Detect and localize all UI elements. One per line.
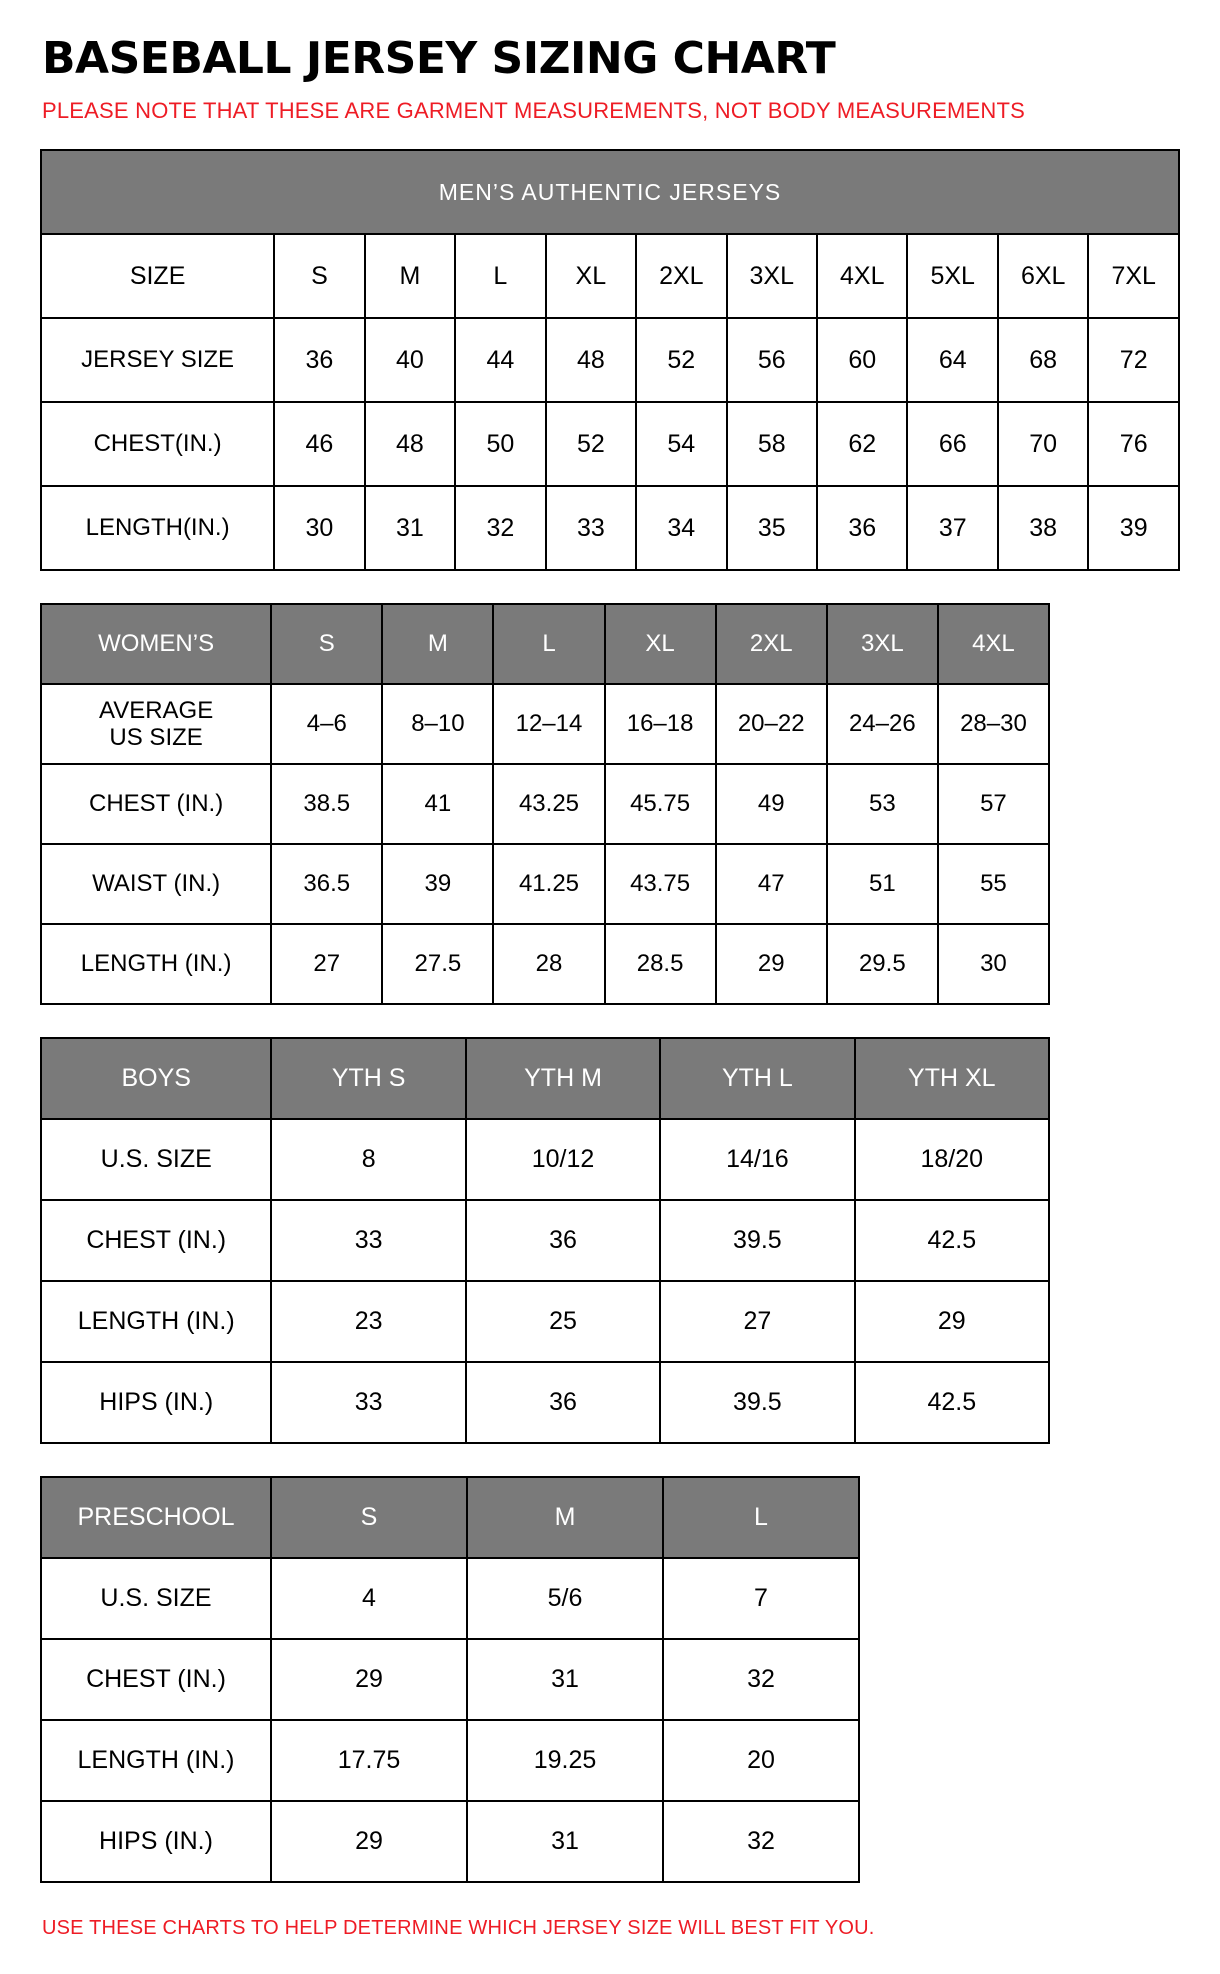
table-row bbox=[41, 684, 1049, 764]
preschool-size-l: L bbox=[663, 1477, 859, 1558]
table-cell: 43.75 bbox=[605, 844, 716, 924]
table-cell: 31 bbox=[365, 486, 455, 570]
row-label-chest: CHEST (IN.) bbox=[41, 1200, 271, 1281]
preschool-size-table bbox=[40, 1476, 860, 1883]
preschool-size-s: S bbox=[271, 1477, 467, 1558]
table-cell: 24–26 bbox=[827, 684, 938, 764]
table-cell: 47 bbox=[716, 844, 827, 924]
table-cell: 70 bbox=[998, 402, 1088, 486]
table-cell: 20 bbox=[663, 1720, 859, 1801]
measurement-note: PLEASE NOTE THAT THESE ARE GARMENT MEASUREMENTS, NOT BODY MEASUREMENTS bbox=[42, 98, 1026, 124]
table-cell: 7 bbox=[663, 1558, 859, 1639]
table-cell: 39.5 bbox=[660, 1362, 854, 1443]
womens-size-3xl: 3XL bbox=[827, 604, 938, 684]
table-row bbox=[41, 318, 1179, 402]
womens-size-m: M bbox=[382, 604, 493, 684]
mens-size-3xl: 3XL bbox=[727, 234, 817, 318]
row-label-line2: US SIZE bbox=[109, 724, 203, 752]
table-cell: 16–18 bbox=[605, 684, 716, 764]
table-cell: 36 bbox=[274, 318, 364, 402]
table-cell: 28–30 bbox=[938, 684, 1049, 764]
table-cell: 30 bbox=[938, 924, 1049, 1004]
table-cell: 34 bbox=[636, 486, 726, 570]
table-cell: 8–10 bbox=[382, 684, 493, 764]
table-cell: 42.5 bbox=[855, 1200, 1049, 1281]
table-cell: 52 bbox=[546, 402, 636, 486]
table-cell: 48 bbox=[365, 402, 455, 486]
table-cell: 17.75 bbox=[271, 1720, 467, 1801]
boys-label: BOYS bbox=[41, 1038, 271, 1119]
row-label-hips: HIPS (IN.) bbox=[41, 1362, 271, 1443]
row-label-length: LENGTH (IN.) bbox=[41, 924, 271, 1004]
table-cell: 58 bbox=[727, 402, 817, 486]
table-cell: 66 bbox=[907, 402, 997, 486]
table-cell: 30 bbox=[274, 486, 364, 570]
row-label-us-size: U.S. SIZE bbox=[41, 1119, 271, 1200]
womens-label: WOMEN’S bbox=[41, 604, 271, 684]
table-cell: 29 bbox=[855, 1281, 1049, 1362]
table-cell: 36 bbox=[466, 1200, 660, 1281]
mens-size-label: SIZE bbox=[41, 234, 274, 318]
preschool-label: PRESCHOOL bbox=[41, 1477, 271, 1558]
table-cell: 38 bbox=[998, 486, 1088, 570]
mens-size-6xl: 6XL bbox=[998, 234, 1088, 318]
mens-size-7xl: 7XL bbox=[1088, 234, 1179, 318]
row-label-jersey-size: JERSEY SIZE bbox=[41, 318, 274, 402]
table-row bbox=[41, 1801, 859, 1882]
table-cell: 31 bbox=[467, 1639, 663, 1720]
row-label-average-us-size bbox=[41, 684, 271, 764]
table-cell: 23 bbox=[271, 1281, 465, 1362]
table-cell: 53 bbox=[827, 764, 938, 844]
table-row bbox=[41, 1200, 1049, 1281]
table-cell: 32 bbox=[663, 1801, 859, 1882]
table-cell: 52 bbox=[636, 318, 726, 402]
table-cell: 32 bbox=[663, 1639, 859, 1720]
table-cell: 10/12 bbox=[466, 1119, 660, 1200]
table-cell: 48 bbox=[546, 318, 636, 402]
row-label-length: LENGTH(IN.) bbox=[41, 486, 274, 570]
boys-size-yth-s: YTH S bbox=[271, 1038, 465, 1119]
table-cell: 51 bbox=[827, 844, 938, 924]
table-cell: 41.25 bbox=[493, 844, 604, 924]
table-cell: 35 bbox=[727, 486, 817, 570]
table-cell: 29 bbox=[271, 1639, 467, 1720]
womens-size-2xl: 2XL bbox=[716, 604, 827, 684]
table-cell: 33 bbox=[271, 1200, 465, 1281]
table-row bbox=[41, 1119, 1049, 1200]
boys-size-yth-l: YTH L bbox=[660, 1038, 854, 1119]
table-cell: 36.5 bbox=[271, 844, 382, 924]
table-row bbox=[41, 1639, 859, 1720]
table-cell: 55 bbox=[938, 844, 1049, 924]
mens-banner: MEN’S AUTHENTIC JERSEYS bbox=[41, 150, 1179, 234]
table-row bbox=[41, 924, 1049, 1004]
boys-size-table bbox=[40, 1037, 1050, 1444]
page-title: BASEBALL JERSEY SIZING CHART bbox=[42, 33, 836, 84]
table-row bbox=[41, 1362, 1049, 1443]
table-row-header bbox=[41, 1477, 859, 1558]
row-label-hips: HIPS (IN.) bbox=[41, 1801, 271, 1882]
row-label-chest: CHEST (IN.) bbox=[41, 764, 271, 844]
table-cell: 57 bbox=[938, 764, 1049, 844]
row-label-chest: CHEST (IN.) bbox=[41, 1639, 271, 1720]
table-cell: 49 bbox=[716, 764, 827, 844]
table-cell: 76 bbox=[1088, 402, 1179, 486]
table-cell: 43.25 bbox=[493, 764, 604, 844]
table-cell: 5/6 bbox=[467, 1558, 663, 1639]
table-cell: 39 bbox=[1088, 486, 1179, 570]
table-cell: 27 bbox=[271, 924, 382, 1004]
table-cell: 45.75 bbox=[605, 764, 716, 844]
row-label-waist: WAIST (IN.) bbox=[41, 844, 271, 924]
table-cell: 25 bbox=[466, 1281, 660, 1362]
boys-size-yth-xl: YTH XL bbox=[855, 1038, 1049, 1119]
mens-size-5xl: 5XL bbox=[907, 234, 997, 318]
table-cell: 44 bbox=[455, 318, 545, 402]
table-cell: 62 bbox=[817, 402, 907, 486]
table-row bbox=[41, 1281, 1049, 1362]
table-cell: 4 bbox=[271, 1558, 467, 1639]
table-row-header bbox=[41, 234, 1179, 318]
row-label-length: LENGTH (IN.) bbox=[41, 1720, 271, 1801]
row-label-line1: AVERAGE bbox=[98, 696, 214, 724]
table-cell: 72 bbox=[1088, 318, 1179, 402]
table-cell: 41 bbox=[382, 764, 493, 844]
table-cell: 29 bbox=[716, 924, 827, 1004]
table-cell: 37 bbox=[907, 486, 997, 570]
table-cell: 33 bbox=[271, 1362, 465, 1443]
table-row bbox=[41, 486, 1179, 570]
womens-size-table bbox=[40, 603, 1050, 1005]
table-cell: 36 bbox=[466, 1362, 660, 1443]
table-cell: 29 bbox=[271, 1801, 467, 1882]
table-cell: 4–6 bbox=[271, 684, 382, 764]
table-cell: 12–14 bbox=[493, 684, 604, 764]
row-label-length: LENGTH (IN.) bbox=[41, 1281, 271, 1362]
table-cell: 32 bbox=[455, 486, 545, 570]
table-cell: 60 bbox=[817, 318, 907, 402]
table-cell: 8 bbox=[271, 1119, 465, 1200]
table-cell: 20–22 bbox=[716, 684, 827, 764]
table-cell: 36 bbox=[817, 486, 907, 570]
table-cell: 54 bbox=[636, 402, 726, 486]
footer-note: USE THESE CHARTS TO HELP DETERMINE WHICH JERSEY SIZE WILL BEST FIT YOU. bbox=[42, 1917, 875, 1940]
table-row-header bbox=[41, 604, 1049, 684]
mens-size-2xl: 2XL bbox=[636, 234, 726, 318]
preschool-size-m: M bbox=[467, 1477, 663, 1558]
womens-size-s: S bbox=[271, 604, 382, 684]
table-cell: 38.5 bbox=[271, 764, 382, 844]
boys-size-yth-m: YTH M bbox=[466, 1038, 660, 1119]
table-cell: 33 bbox=[546, 486, 636, 570]
table-cell: 19.25 bbox=[467, 1720, 663, 1801]
table-cell: 14/16 bbox=[660, 1119, 854, 1200]
womens-size-xl: XL bbox=[605, 604, 716, 684]
table-cell: 27 bbox=[660, 1281, 854, 1362]
mens-size-m: M bbox=[365, 234, 455, 318]
table-cell: 28 bbox=[493, 924, 604, 1004]
table-row-banner bbox=[41, 150, 1179, 234]
womens-size-4xl: 4XL bbox=[938, 604, 1049, 684]
mens-size-xl: XL bbox=[546, 234, 636, 318]
table-cell: 28.5 bbox=[605, 924, 716, 1004]
table-row bbox=[41, 764, 1049, 844]
table-cell: 64 bbox=[907, 318, 997, 402]
mens-size-4xl: 4XL bbox=[817, 234, 907, 318]
table-cell: 39.5 bbox=[660, 1200, 854, 1281]
table-cell: 50 bbox=[455, 402, 545, 486]
table-cell: 18/20 bbox=[855, 1119, 1049, 1200]
row-label-us-size: U.S. SIZE bbox=[41, 1558, 271, 1639]
row-label-chest: CHEST(IN.) bbox=[41, 402, 274, 486]
table-cell: 27.5 bbox=[382, 924, 493, 1004]
table-cell: 29.5 bbox=[827, 924, 938, 1004]
table-cell: 56 bbox=[727, 318, 817, 402]
table-cell: 31 bbox=[467, 1801, 663, 1882]
table-row bbox=[41, 1558, 859, 1639]
table-cell: 42.5 bbox=[855, 1362, 1049, 1443]
table-cell: 68 bbox=[998, 318, 1088, 402]
table-row bbox=[41, 1720, 859, 1801]
table-cell: 39 bbox=[382, 844, 493, 924]
mens-size-s: S bbox=[274, 234, 364, 318]
table-row bbox=[41, 844, 1049, 924]
table-row-header bbox=[41, 1038, 1049, 1119]
mens-size-table bbox=[40, 149, 1180, 571]
table-cell: 40 bbox=[365, 318, 455, 402]
womens-size-l: L bbox=[493, 604, 604, 684]
mens-size-l: L bbox=[455, 234, 545, 318]
table-row bbox=[41, 402, 1179, 486]
table-cell: 46 bbox=[274, 402, 364, 486]
